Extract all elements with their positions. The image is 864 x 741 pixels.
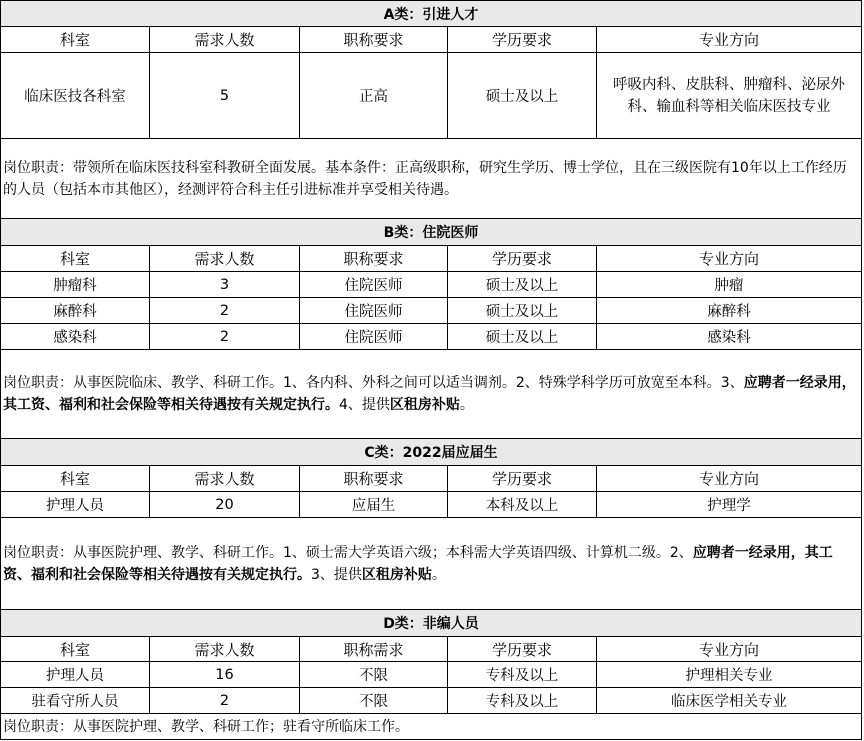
cell-title-req: 正高	[300, 53, 448, 138]
cell-education: 硕士及以上	[448, 272, 597, 297]
description-emphasis: 应聘者一经录用，其工资、福利和社会保险等相关待遇按有关规定执行。	[3, 544, 833, 583]
section-a-title: A类：引进人才	[0, 0, 862, 27]
cell-major: 肿瘤	[714, 278, 744, 294]
section-c-description	[0, 518, 862, 610]
section-b-description	[0, 350, 862, 439]
header-education: 学历要求	[448, 246, 597, 271]
table-row	[0, 324, 862, 350]
header-count: 需求人数	[150, 637, 300, 661]
description-text: 4、提供	[339, 397, 390, 413]
section-c-header-row	[0, 466, 862, 492]
cell-department: 肿瘤科	[1, 272, 150, 297]
header-major: 专业方向	[698, 470, 759, 488]
table-row	[0, 272, 862, 298]
cell-major: 护理学	[707, 498, 751, 514]
cell-major: 临床医学相关专业	[671, 694, 787, 710]
table-row	[0, 688, 862, 714]
table-row	[0, 662, 862, 688]
section-a-header-row	[0, 27, 862, 53]
header-education: 学历要求	[448, 637, 597, 661]
section-b-title: B类：住院医师	[0, 219, 862, 246]
header-department: 科室	[1, 246, 150, 271]
header-title-req: 职称要求	[300, 466, 448, 491]
cell-major: 护理相关专业	[685, 668, 773, 684]
cell-department: 临床医技各科室	[1, 53, 150, 138]
cell-count: 2	[150, 324, 300, 349]
header-major: 专业方向	[698, 250, 759, 268]
cell-count: 16	[150, 662, 300, 687]
cell-major: 麻醉科	[707, 304, 751, 320]
section-c-title: C类：2022届应届生	[0, 439, 862, 466]
description-text: 。	[431, 566, 446, 583]
cell-education: 硕士及以上	[448, 53, 597, 138]
table-row	[0, 492, 862, 518]
cell-count: 2	[150, 298, 300, 323]
description-text: 岗位职责：从事医院临床、教学、科研工作。1、各内科、外科之间可以适当调剂。2、特殊学科学历可放宽至本科。3、	[3, 375, 744, 391]
cell-title-req: 住院医师	[300, 272, 448, 297]
cell-title-req: 不限	[300, 662, 448, 687]
cell-education: 硕士及以上	[448, 324, 597, 349]
table-row	[0, 298, 862, 324]
cell-count: 2	[150, 688, 300, 713]
header-education: 学历要求	[448, 466, 597, 491]
header-major: 专业方向	[698, 31, 759, 49]
description-text: 岗位职责：带领所在临床医技科室科教研全面发展。基本条件：正高级职称，研究生学历、博士学位，且在三级医院有10年以上工作经历的人员（包括本市其他区），经测评符合科主任引进标准并享受相关待遇。	[3, 159, 847, 198]
description-text: 3、提供	[311, 566, 362, 583]
section-d-header-row	[0, 637, 862, 662]
cell-count: 3	[150, 272, 300, 297]
section-a-description	[0, 139, 862, 219]
header-title-req: 职称需求	[300, 637, 448, 661]
header-department: 科室	[1, 637, 150, 661]
header-title-req: 职称要求	[300, 27, 448, 52]
table-row	[0, 53, 862, 139]
description-text: 。	[459, 397, 474, 413]
cell-count: 20	[150, 492, 300, 517]
description-text: 岗位职责：从事医院护理、教学、科研工作；驻看守所临床工作。	[3, 718, 409, 735]
description-emphasis: 区租房补贴	[389, 397, 460, 413]
cell-department: 护理人员	[1, 492, 150, 517]
section-d-description	[0, 714, 862, 740]
cell-title-req: 不限	[300, 688, 448, 713]
cell-department: 麻醉科	[1, 298, 150, 323]
section-b-header-row	[0, 246, 862, 272]
cell-title-req: 应届生	[300, 492, 448, 517]
cell-title-req: 住院医师	[300, 298, 448, 323]
cell-title-req: 住院医师	[300, 324, 448, 349]
cell-department: 驻看守所人员	[1, 688, 150, 713]
header-department: 科室	[1, 27, 150, 52]
cell-department: 感染科	[1, 324, 150, 349]
header-education: 学历要求	[448, 27, 597, 52]
header-title-req: 职称要求	[300, 246, 448, 271]
cell-major: 感染科	[707, 330, 751, 346]
header-department: 科室	[1, 466, 150, 491]
header-count: 需求人数	[150, 246, 300, 271]
header-major: 专业方向	[698, 640, 759, 659]
cell-major: 呼吸内科、皮肤科、肿瘤科、泌尿外科、输血科等相关临床医技专业	[613, 76, 845, 115]
description-text: 岗位职责：从事医院护理、教学、科研工作。1、硕士需大学英语六级；本科需大学英语四级、计算机二级。2、	[3, 544, 693, 561]
header-count: 需求人数	[150, 27, 300, 52]
cell-education: 专科及以上	[448, 662, 597, 687]
cell-department: 护理人员	[1, 662, 150, 687]
cell-education: 本科及以上	[448, 492, 597, 517]
cell-education: 专科及以上	[448, 688, 597, 713]
description-emphasis: 应聘者一经录用，其工资、福利和社会保险等相关待遇按有关规定执行。	[3, 375, 856, 413]
description-emphasis: 区租房补贴	[361, 566, 432, 583]
cell-education: 硕士及以上	[448, 298, 597, 323]
cell-count: 5	[150, 53, 300, 138]
header-count: 需求人数	[150, 466, 300, 491]
section-d-title: D类：非编人员	[0, 610, 862, 637]
